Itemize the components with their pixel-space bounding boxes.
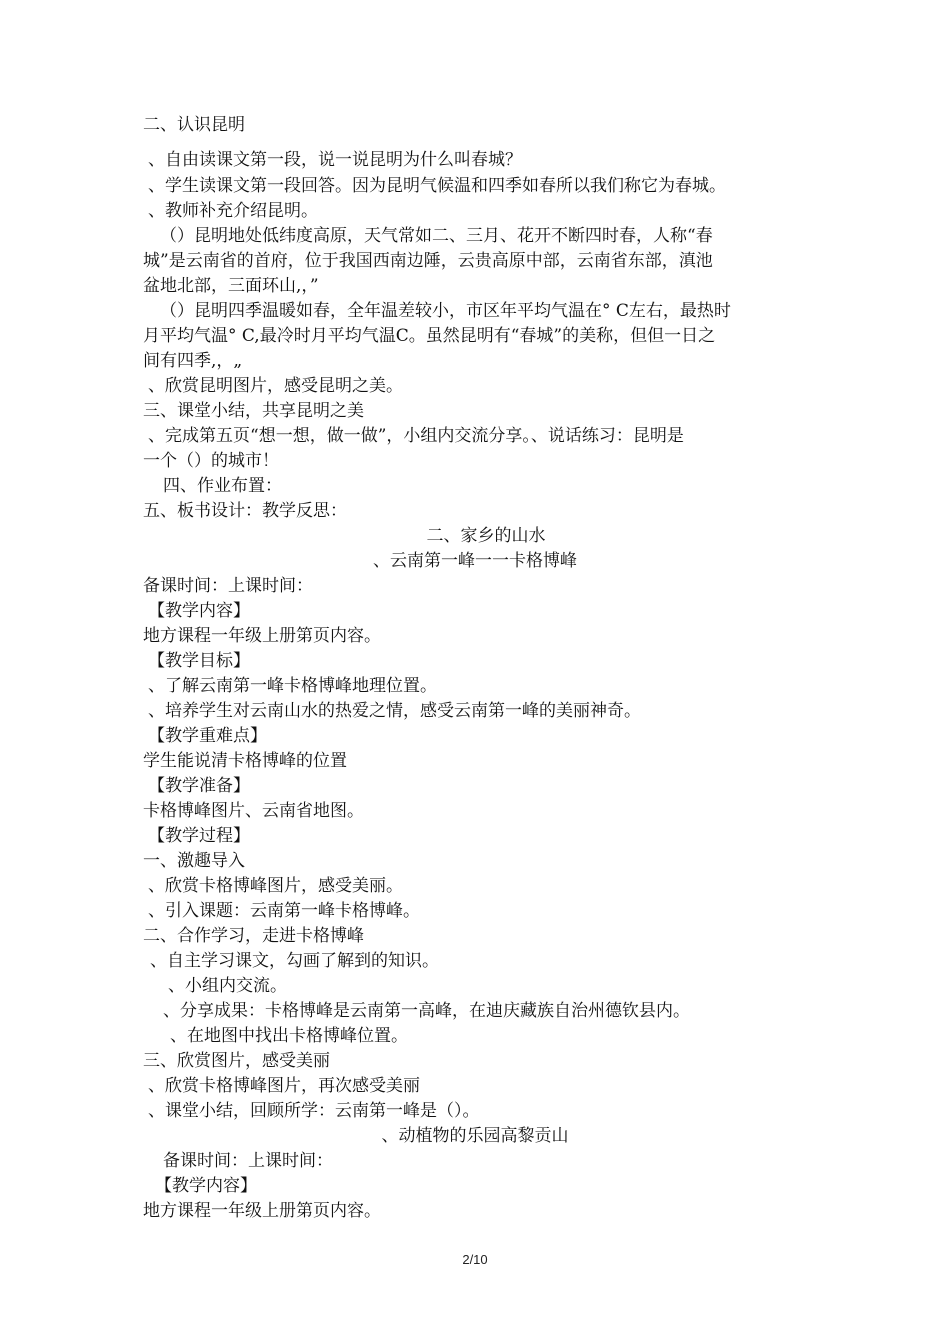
text-line: 、完成第五页“想一想，做一做”，小组内交流分享。、说话练习：昆明是 — [148, 426, 684, 446]
text-line: 学生能说清卡格博峰的位置 — [143, 751, 347, 771]
bracket-heading: 【教学目标】 — [148, 651, 250, 671]
text-line: 、分享成果：卡格博峰是云南第一高峰，在迪庆藏族自治州德钦县内。 — [163, 1001, 690, 1021]
text-line: 卡格博峰图片、云南省地图。 — [143, 801, 364, 821]
text-line: 、欣赏卡格博峰图片，感受美丽。 — [148, 876, 403, 896]
text-line: （）昆明地处低纬度高原，天气常如二、三月、花开不断四时春，人称“春 — [160, 226, 713, 246]
section-heading: 三、欣赏图片，感受美丽 — [143, 1051, 330, 1071]
text-line: 、欣赏卡格博峰图片，再次感受美丽 — [148, 1076, 420, 1096]
bracket-heading: 【教学过程】 — [148, 826, 250, 846]
bracket-heading: 【教学内容】 — [148, 601, 250, 621]
text-line: 、了解云南第一峰卡格博峰地理位置。 — [148, 676, 437, 696]
text-line: 、培养学生对云南山水的热爱之情，感受云南第一峰的美丽神奇。 — [148, 701, 641, 721]
bracket-heading: 【教学准备】 — [148, 776, 250, 796]
section-heading: 四、作业布置： — [163, 476, 282, 496]
text-line: 城”是云南省的首府，位于我国西南边陲，云贵高原中部，云南省东部，滇池 — [143, 251, 713, 271]
text-line: 、在地图中找出卡格博峰位置。 — [170, 1026, 408, 1046]
section-heading: 一、激趣导入 — [143, 851, 245, 871]
text-line: 盆地北部，三面环山,，” — [143, 276, 319, 296]
text-line: 、引入课题：云南第一峰卡格博峰。 — [148, 901, 420, 921]
text-line: 、小组内交流。 — [168, 976, 287, 996]
text-line: （）昆明四季温暖如春，全年温差较小，市区年平均气温在° C左右，最热时 — [160, 301, 731, 321]
section-heading: 三、课堂小结，共享昆明之美 — [143, 401, 364, 421]
text-line: 、自由读课文第一段，说一说昆明为什么叫春城？ — [148, 150, 522, 170]
text-line: 、课堂小结，回顾所学：云南第一峰是（）。 — [148, 1101, 480, 1121]
text-line: 间有四季,，„ — [143, 351, 243, 371]
section-heading: 二、合作学习，走进卡格博峰 — [143, 926, 364, 946]
lesson-title: 、云南第一峰一一卡格博峰 — [373, 551, 577, 571]
text-line: 、学生读课文第一段回答。因为昆明气候温和四季如春所以我们称它为春城。 — [148, 176, 726, 196]
section-heading: 二、认识昆明 — [143, 115, 245, 135]
text-line: 、欣赏昆明图片，感受昆明之美。 — [148, 376, 403, 396]
lesson-title: 、动植物的乐园高黎贡山 — [381, 1126, 569, 1146]
text-line: 一个（）的城市！ — [143, 451, 279, 471]
text-line: 地方课程一年级上册第页内容。 — [143, 626, 381, 646]
page-number: 2/10 — [462, 1252, 488, 1267]
text-line: 地方课程一年级上册第页内容。 — [143, 1201, 381, 1221]
text-line: 备课时间：上课时间： — [143, 576, 313, 596]
section-heading: 五、板书设计：教学反思： — [143, 501, 347, 521]
chapter-title: 二、家乡的山水 — [426, 526, 546, 546]
bracket-heading: 【教学内容】 — [155, 1176, 257, 1196]
text-line: 月平均气温° C,最冷时月平均气温C。虽然昆明有“春城”的美称，但但一日之 — [143, 326, 716, 346]
text-line: 备课时间：上课时间： — [163, 1151, 333, 1171]
text-line: 、教师补充介绍昆明。 — [148, 201, 318, 221]
bracket-heading: 【教学重难点】 — [148, 726, 267, 746]
text-line: 、自主学习课文，勾画了解到的知识。 — [150, 951, 439, 971]
